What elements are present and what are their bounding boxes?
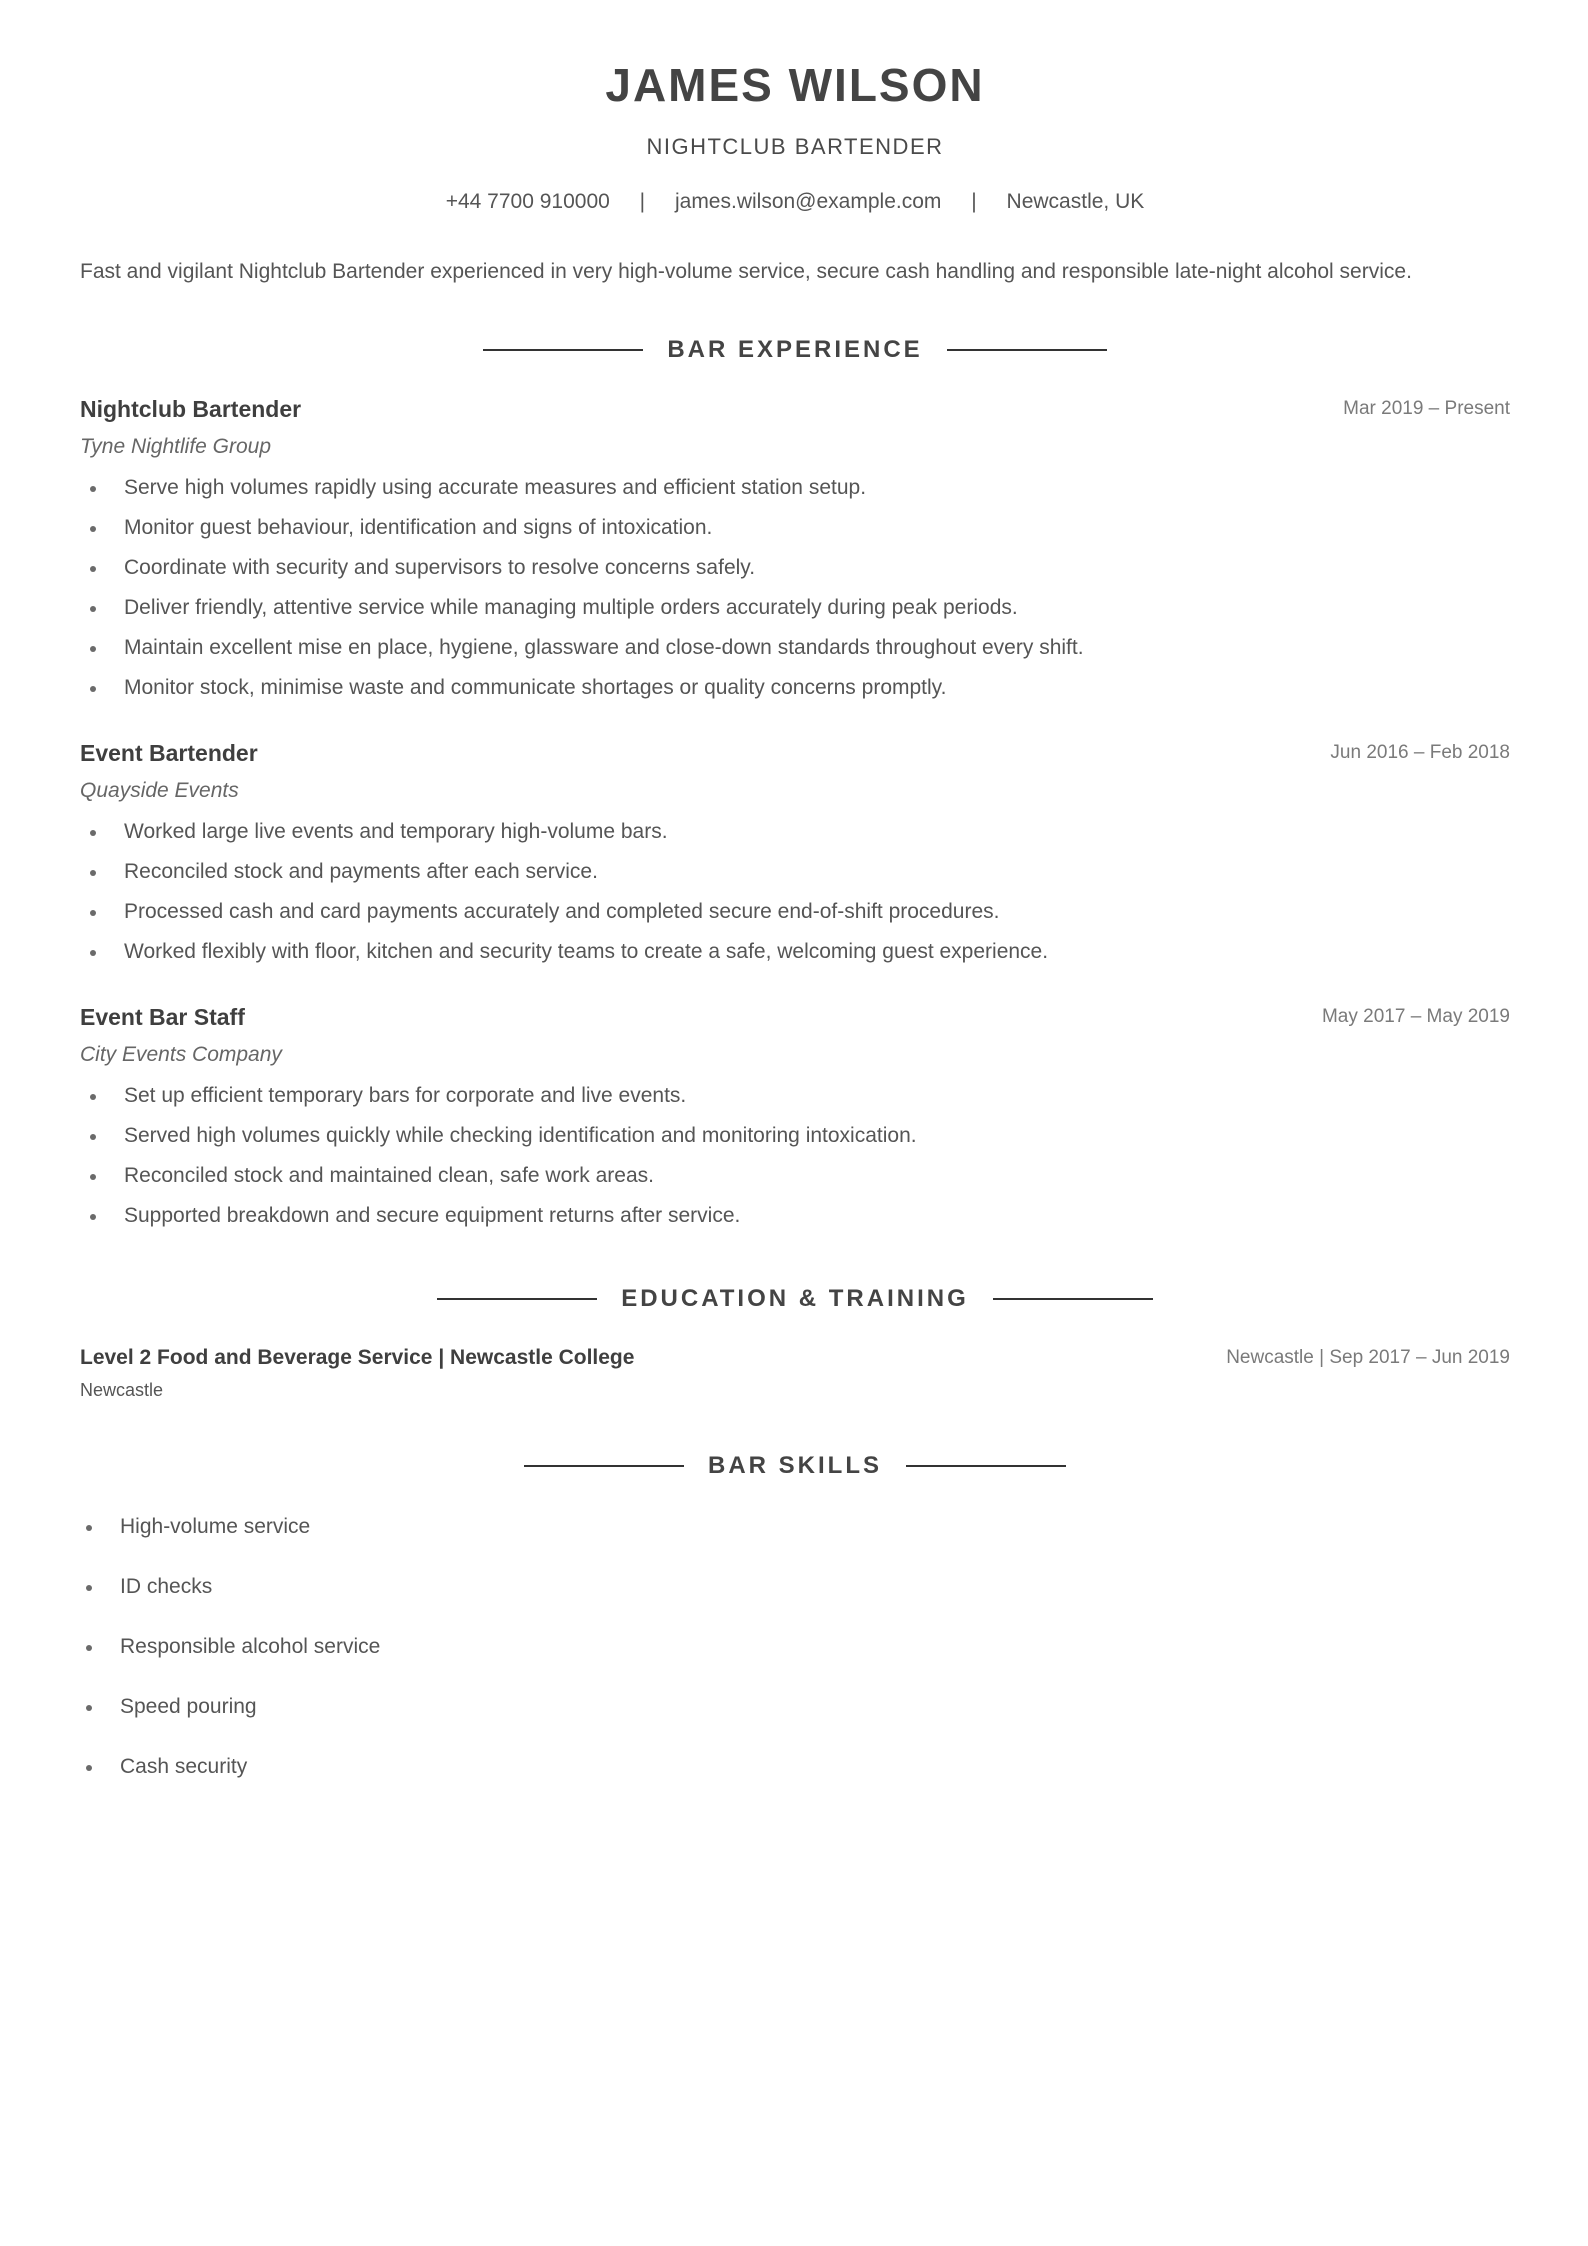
job-entry	[80, 740, 1510, 977]
heading-rule	[906, 1465, 1066, 1467]
bullet-icon	[90, 1134, 96, 1140]
section-title: EDUCATION & TRAINING	[621, 1285, 969, 1312]
list-item	[80, 1572, 380, 1632]
list-item	[80, 1692, 380, 1752]
bullet-icon	[90, 526, 96, 532]
heading-rule	[483, 349, 643, 351]
bullet-text: Monitor stock, minimise waste and communicate shortages or quality concerns promptly.	[124, 676, 947, 699]
contact-line	[80, 190, 1510, 214]
bullet-icon	[90, 566, 96, 572]
heading-rule	[437, 1298, 597, 1300]
list-item	[80, 1121, 1510, 1161]
education-location: Newcastle	[80, 1380, 164, 1400]
list-item	[80, 937, 1510, 977]
skills-list	[80, 1512, 380, 1812]
job-dates: Mar 2019 – Present	[1343, 398, 1510, 419]
section-title: BAR EXPERIENCE	[667, 336, 923, 363]
list-item	[80, 553, 1510, 593]
bullet-icon	[90, 830, 96, 836]
list-item	[80, 857, 1510, 897]
bullet-text: Worked flexibly with floor, kitchen and security teams to create a safe, welcoming guest experience.	[124, 940, 1049, 963]
list-item	[80, 1632, 380, 1692]
bullet-icon	[86, 1525, 92, 1531]
bullet-icon	[90, 1094, 96, 1100]
list-item	[80, 817, 1510, 857]
section-heading-skills	[80, 1452, 1510, 1480]
skill-text: High-volume service	[120, 1515, 311, 1538]
bullet-text: Processed cash and card payments accurately and completed secure end-of-shift procedures.	[124, 900, 1000, 923]
candidate-name: JAMES WILSON	[605, 59, 985, 111]
list-item	[80, 1752, 380, 1812]
bullet-icon	[90, 646, 96, 652]
heading-rule	[993, 1298, 1153, 1300]
skill-text: Cash security	[120, 1755, 248, 1778]
bullet-icon	[90, 606, 96, 612]
bullet-icon	[86, 1765, 92, 1771]
education-entry	[80, 1346, 1510, 1401]
section-heading-education	[80, 1285, 1510, 1313]
job-dates: May 2017 – May 2019	[1321, 1006, 1510, 1027]
job-title: Event Bartender	[80, 740, 258, 766]
heading-rule	[947, 349, 1107, 351]
bullet-icon	[86, 1585, 92, 1591]
heading-rule	[524, 1465, 684, 1467]
phone-number: +44 7700 910000	[445, 190, 610, 213]
skill-text: ID checks	[120, 1575, 213, 1598]
bullet-icon	[86, 1705, 92, 1711]
bullet-text: Coordinate with security and supervisors to resolve concerns safely.	[124, 556, 756, 579]
bullet-text: Serve high volumes rapidly using accurate measures and efficient station setup.	[124, 476, 867, 499]
list-item	[80, 897, 1510, 937]
company-name: City Events Company	[80, 1043, 282, 1066]
contact-separator: |	[639, 190, 646, 213]
job-bullets	[80, 473, 1510, 713]
bullet-icon	[90, 870, 96, 876]
list-item	[80, 1512, 380, 1572]
bullet-text: Supported breakdown and secure equipment returns after service.	[124, 1204, 741, 1227]
job-entry	[80, 1004, 1510, 1241]
job-bullets	[80, 817, 1510, 977]
job-entry	[80, 396, 1510, 713]
bullet-text: Reconciled stock and payments after each service.	[124, 860, 598, 883]
bullet-text: Monitor guest behaviour, identification and signs of intoxication.	[124, 516, 713, 539]
job-dates: Jun 2016 – Feb 2018	[1330, 742, 1510, 763]
location: Newcastle, UK	[1006, 190, 1145, 213]
section-heading-experience	[80, 336, 1510, 364]
list-item	[80, 1081, 1510, 1121]
section-title: BAR SKILLS	[708, 1452, 882, 1479]
list-item	[80, 1161, 1510, 1201]
list-item	[80, 473, 1510, 513]
email-address: james.wilson@example.com	[674, 190, 942, 213]
list-item	[80, 513, 1510, 553]
list-item	[80, 1201, 1510, 1241]
company-name: Quayside Events	[80, 779, 239, 802]
bullet-text: Set up efficient temporary bars for corporate and live events.	[124, 1084, 687, 1107]
bullet-icon	[90, 486, 96, 492]
bullet-icon	[90, 1214, 96, 1220]
job-title: Nightclub Bartender	[80, 396, 302, 422]
list-item	[80, 593, 1510, 633]
candidate-role: NIGHTCLUB BARTENDER	[646, 134, 944, 159]
bullet-icon	[90, 910, 96, 916]
professional-summary: Fast and vigilant Nightclub Bartender experienced in very high-volume service, secure cash handling and responsible late-night alcohol service.	[80, 260, 1412, 283]
bullet-text: Reconciled stock and maintained clean, safe work areas.	[124, 1164, 654, 1187]
bullet-icon	[90, 950, 96, 956]
bullet-text: Worked large live events and temporary high-volume bars.	[124, 820, 668, 843]
education-location-dates: Newcastle | Sep 2017 – Jun 2019	[1226, 1347, 1510, 1368]
bullet-text: Maintain excellent mise en place, hygiene, glassware and close-down standards throughout every shift.	[124, 636, 1084, 659]
job-bullets	[80, 1081, 1510, 1241]
company-name: Tyne Nightlife Group	[80, 435, 272, 458]
education-title: Level 2 Food and Beverage Service | Newcastle College	[80, 1346, 635, 1369]
list-item	[80, 673, 1510, 713]
contact-separator: |	[971, 190, 977, 213]
bullet-icon	[90, 686, 96, 692]
bullet-text: Served high volumes quickly while checking identification and monitoring intoxication.	[124, 1124, 917, 1147]
bullet-icon	[86, 1645, 92, 1651]
skill-text: Responsible alcohol service	[120, 1635, 381, 1658]
skill-text: Speed pouring	[120, 1695, 257, 1718]
bullet-icon	[90, 1174, 96, 1180]
bullet-text: Deliver friendly, attentive service while managing multiple orders accurately during peak periods.	[124, 596, 1018, 619]
list-item	[80, 633, 1510, 673]
job-title: Event Bar Staff	[80, 1004, 245, 1030]
